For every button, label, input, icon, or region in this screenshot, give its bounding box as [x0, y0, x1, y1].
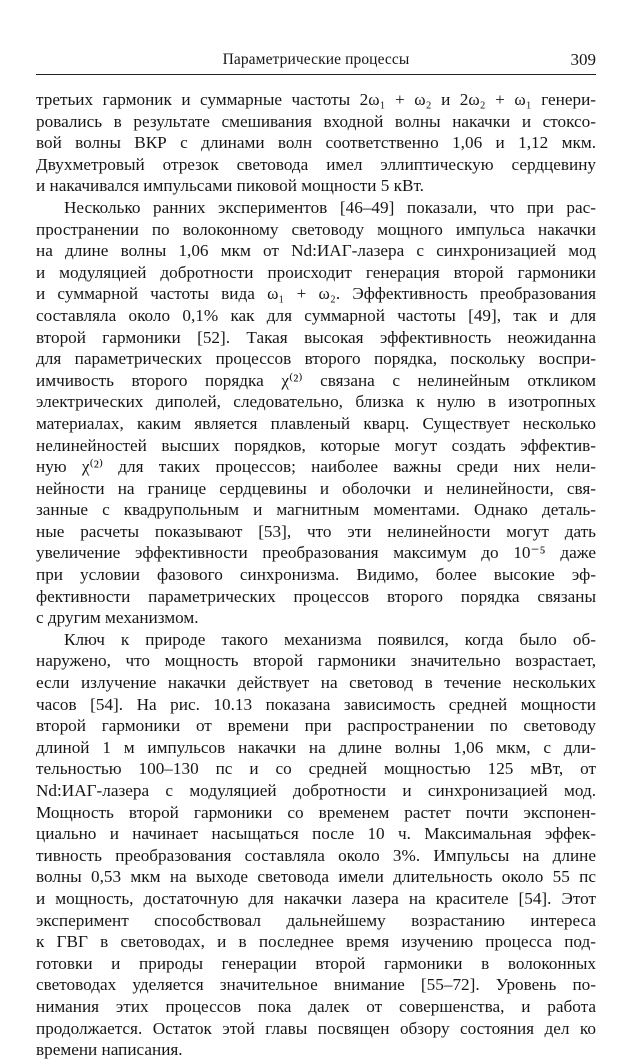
page-number: 309	[570, 50, 596, 69]
text-line: фективности параметрических процессов второго порядка связаны	[36, 586, 596, 606]
text-line: Ключ к природе такого механизма появился, когда было об-	[64, 629, 596, 649]
text-line: для параметрических процессов второго порядка, поскольку воспри-	[36, 349, 596, 369]
text-line: тельностью 100–130 пс и со средней мощностью 125 мВт, от	[36, 759, 596, 779]
text-line: увеличение эффективности преобразования максимум до 10⁻⁵ даже	[36, 543, 596, 563]
text-line: третьих гармоник и суммарные частоты 2ω₁ + ω₂ и 2ω₂ + ω₁ генери-	[36, 90, 596, 109]
text-line: нейности на границе сердцевины и оболочки и нелинейности, свя-	[36, 478, 596, 498]
text-line: имчивость второго порядка χ⁽²⁾ связана с нелинейным откликом	[36, 370, 596, 390]
text-line: при условии фазового синхронизма. Видимо, более высокие эф-	[36, 565, 596, 585]
text-line: если излучение накачки действует на световод в течение нескольких	[36, 673, 596, 693]
paragraph-3	[36, 629, 596, 1061]
text-line: занные с квадрупольным и магнитным моментами. Однако деталь-	[36, 500, 596, 520]
text-line: с другим механизмом.	[36, 608, 199, 628]
text-line: Несколько ранних экспериментов [46–49] показали, что при рас-	[64, 197, 596, 217]
text-line: второй гармоники [52]. Такая высокая эффективность неожиданна	[36, 327, 596, 347]
text-line: пространении по волоконному световоду мощного импульса накачки	[36, 219, 596, 239]
text-line: ную χ⁽²⁾ для таких процессов; наиболее важны среди них нели-	[36, 457, 596, 477]
text-line: ные расчеты показывают [53], что эти нелинейности могут дать	[36, 521, 596, 541]
text-line: материалах, каким является плавленый кварц. Существует несколько	[36, 413, 596, 433]
text-line: нимания этих процессов пока далек от совершенства, и работа	[36, 996, 596, 1016]
text-line: времени написания.	[36, 1040, 183, 1060]
text-line: Nd:ИАГ-лазера с модуляцией добротности и синхронизацией мод.	[36, 781, 596, 800]
text-line: второй гармоники от времени при распространении по световоду	[36, 716, 596, 736]
text-line: и суммарной частоты вида ω₁ + ω₂. Эффективность преобразования	[36, 284, 596, 304]
text-line: электрических диполей, следовательно, близка к нулю в изотропных	[36, 392, 596, 412]
text-line: и модуляцией добротности происходит генерация второй гармоники	[36, 262, 596, 282]
text-line: составляла около 0,1% как для суммарной частоты [49], так и для	[36, 305, 596, 325]
text-line: продолжается. Остаток этой главы посвящен обзору состояния дел ко	[36, 1018, 596, 1038]
paragraph-1	[36, 89, 596, 197]
running-title: Параметрические процессы	[222, 51, 410, 68]
text-line: циально и начинает насыщаться после 10 ч. Максимальная эффек-	[36, 824, 596, 844]
running-header	[36, 50, 596, 72]
text-line: часов [54]. На рис. 10.13 показана зависимость средней мощности	[36, 694, 596, 714]
text-line: Двухметровый отрезок световода имел эллиптическую сердцевину	[36, 154, 596, 174]
text-line: вой волны ВКР с длинами волн соответственно 1,06 и 1,12 мкм.	[36, 133, 596, 153]
header-rule	[36, 74, 596, 75]
text-line: и накачивался импульсами пиковой мощности 5 кВт.	[36, 176, 424, 196]
text-line: волны 0,53 мкм на выходе световода имели длительность около 55 пс	[36, 867, 596, 887]
text-line: на длине волны 1,06 мкм от Nd:ИАГ-лазера с синхронизацией мод	[36, 241, 596, 261]
text-line: ровались в результате смешивания входной волны накачки и стоксо-	[36, 111, 596, 131]
text-line: и мощность, достаточную для накачки лазера на красителе [54]. Этот	[36, 888, 596, 908]
body-text	[36, 89, 596, 1061]
text-line: наружено, что мощность второй гармоники значительно возрастает,	[36, 651, 596, 671]
text-line: эксперимент способствовал дальнейшему возрастанию интереса	[36, 910, 596, 930]
paragraph-2	[36, 197, 596, 629]
text-line: нелинейностей высших порядков, которые могут создать эффектив-	[36, 435, 596, 455]
text-line: Мощность второй гармоники со временем растет почти экспонен-	[36, 802, 596, 822]
text-line: световодах уделяется значительное внимание [55–72]. Уровень по-	[36, 975, 596, 995]
text-line: к ГВГ в световодах, и в последнее время изучению процесса под-	[36, 932, 596, 952]
text-line: длиной 1 м импульсов накачки на длине волны 1,06 мкм, с дли-	[36, 737, 596, 757]
text-line: тивность преобразования составляла около 3%. Импульсы на длине	[36, 845, 596, 865]
text-line: готовки и природы генерации второй гармоники в волоконных	[36, 953, 596, 973]
